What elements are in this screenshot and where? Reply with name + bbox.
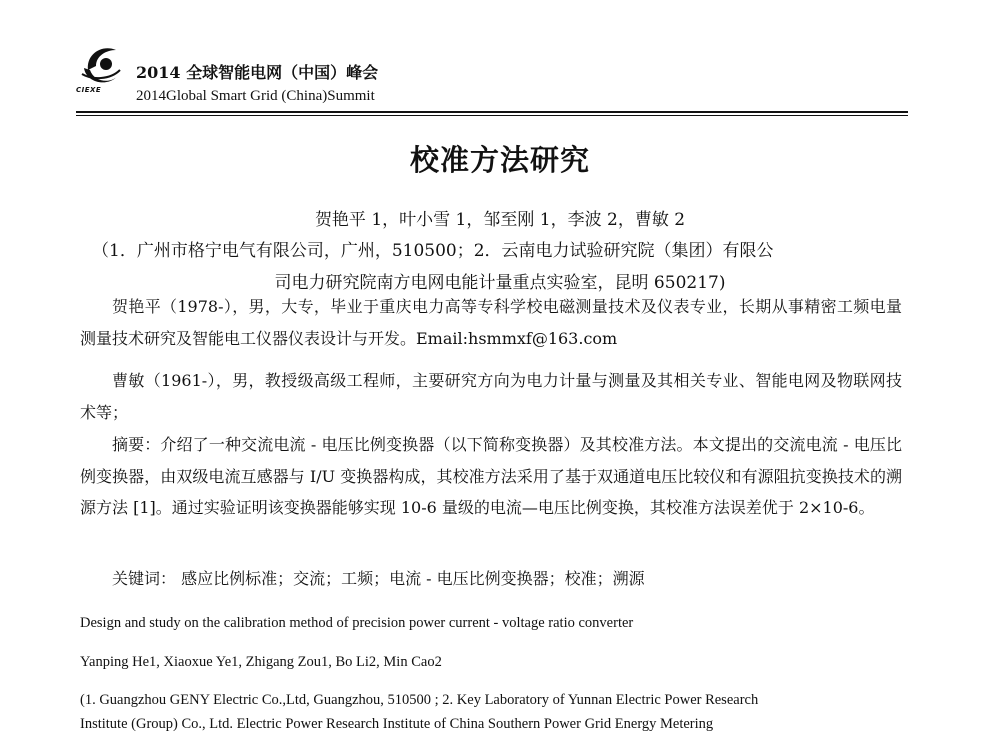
summit-title-cn: 2014 全球智能电网（中国）峰会 <box>136 63 379 82</box>
abstract: 摘要：介绍了一种交流电流 - 电压比例变换器（以下简称变换器）及其校准方法。本文提出的交流电流 - 电压比例变换器，由双级电流互感器与 I/U 变换器构成，其校准方法采用了基于双通道电压比较仪和有源阻抗变换技术的溯源方法 [1]。通过实验证明该变换器能够实现 10-6 量级的电流—电压比例变换，其校准方法误差优于 2×10-6。 <box>80 435 902 517</box>
english-title: Design and study on the calibration method of precision power current - voltage ratio converter <box>80 615 634 631</box>
affiliation-line-1: （1．广州市格宁电气有限公司，广州，510500；2．云南电力试验研究院（集团）有限公 <box>92 241 774 261</box>
logo-text: CIEXE <box>76 86 102 94</box>
author-bio-2: 曹敏（1961-），男，教授级高级工程师，主要研究方向为电力计量与测量及其相关专业、智能电网及物联网技术等； <box>80 371 902 422</box>
paper-title: 校准方法研究 <box>409 143 590 177</box>
english-affiliation-continued: Institute (Group) Co., Ltd. Electric Power Research Institute of China Southern Power Grid Energy Metering <box>80 716 714 732</box>
keywords: 关键词： 感应比例标准；交流；工频；电流 - 电压比例变换器；校准；溯源 <box>112 569 645 588</box>
affiliation-line-2: 司电力研究院南方电网电能计量重点实验室，昆明 650217) <box>274 273 726 293</box>
logo-dot <box>100 58 112 70</box>
header-rule-thin <box>76 115 908 116</box>
summit-logo <box>76 40 126 104</box>
author-list: 贺艳平 1，叶小雪 1，邹至刚 1，李波 2，曹敏 2 <box>314 210 686 230</box>
author-bio-1: 贺艳平（1978-），男，大专，毕业于重庆电力高等专科学校电磁测量技术及仪表专业，长期从事精密工频电量测量技术研究及智能电工仪器仪表设计与开发。Email:hsmmxf@163.com <box>80 297 902 348</box>
english-affiliation: (1. Guangzhou GENY Electric Co.,Ltd, Guangzhou, 510500 ; 2. Key Laboratory of Yunnan Electric Power Research <box>80 692 759 708</box>
header-rule-thick <box>76 111 908 113</box>
english-authors: Yanping He1, Xiaoxue Ye1, Zhigang Zou1, Bo Li2, Min Cao2 <box>80 654 442 670</box>
summit-title-en: 2014Global Smart Grid (China)Summit <box>136 88 375 104</box>
